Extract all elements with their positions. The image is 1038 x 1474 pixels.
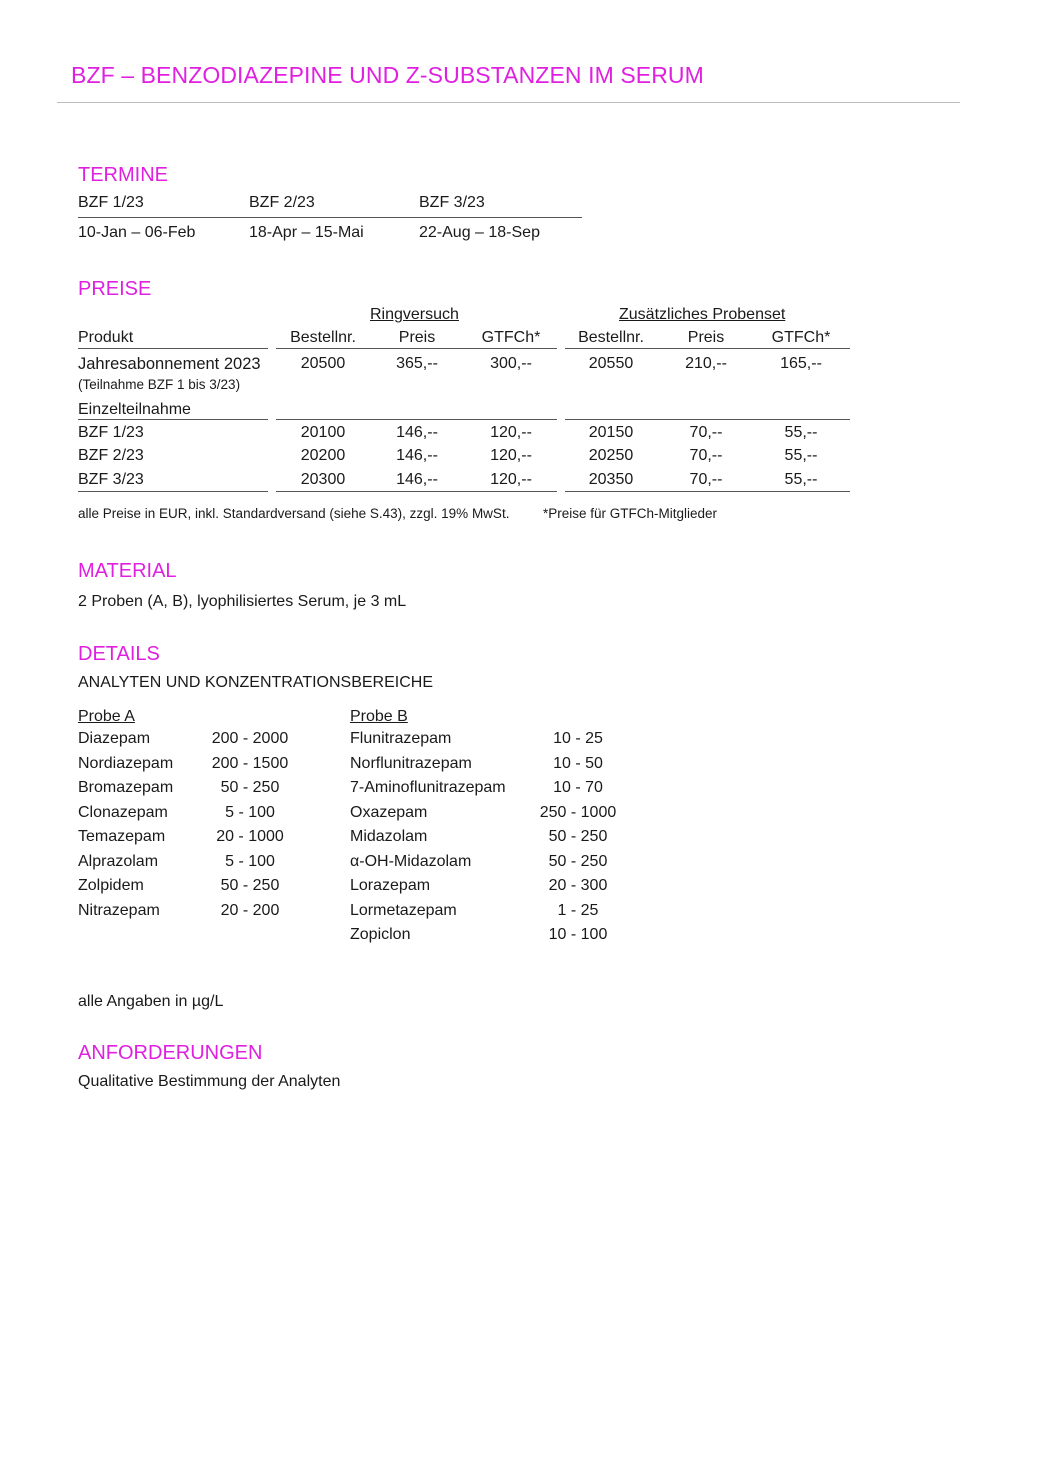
header-rule-ring bbox=[276, 348, 557, 349]
termine-date-2: 18-Apr – 15-Mai bbox=[249, 224, 364, 241]
analyte-range: 10 - 25 bbox=[553, 730, 603, 747]
analyte-name: Norflunitrazepam bbox=[350, 755, 472, 772]
details-subheading: ANALYTEN UND KONZENTRATIONSBEREICHE bbox=[78, 674, 434, 691]
page-title: BZF – BENZODIAZEPINE UND Z-SUBSTANZEN IM SERUM bbox=[71, 62, 704, 88]
row-gtfch-set: 55,-- bbox=[784, 447, 818, 464]
row-bestellnr-set: 20150 bbox=[588, 424, 634, 441]
gtfch-footnote: *Preise für GTFCh-Mitglieder bbox=[543, 506, 718, 521]
header-produkt: Produkt bbox=[78, 329, 134, 346]
row-bestellnr-set: 20250 bbox=[588, 447, 634, 464]
analyte-range: 10 - 50 bbox=[553, 755, 603, 772]
analyte-range: 10 - 100 bbox=[548, 926, 608, 943]
analyte-range: 50 - 250 bbox=[548, 828, 608, 845]
row-bestellnr-ring: 20100 bbox=[300, 424, 346, 441]
termine-date-3: 22-Aug – 18-Sep bbox=[419, 224, 540, 241]
analyte-range: 1 - 25 bbox=[557, 902, 599, 919]
abo-preis-set: 210,-- bbox=[685, 355, 727, 372]
analyte-name: Zolpidem bbox=[78, 877, 144, 894]
analyte-name: Nitrazepam bbox=[78, 902, 160, 919]
analyte-name: Oxazepam bbox=[350, 804, 428, 821]
row-gtfch-set: 55,-- bbox=[784, 471, 818, 488]
einzel-label: Einzelteilnahme bbox=[78, 401, 191, 418]
row-name: BZF 1/23 bbox=[78, 424, 144, 441]
analyte-name: Clonazepam bbox=[78, 804, 168, 821]
header-rule-set bbox=[565, 348, 850, 349]
abo-gtfch-set: 165,-- bbox=[780, 355, 822, 372]
abo-note: (Teilnahme BZF 1 bis 3/23) bbox=[78, 377, 241, 392]
row-bestellnr-set: 20350 bbox=[588, 471, 634, 488]
table-bottom-rule-set bbox=[565, 491, 850, 492]
termine-divider bbox=[78, 217, 582, 218]
analyte-range: 5 - 100 bbox=[225, 853, 275, 870]
row-preis-ring: 146,-- bbox=[396, 447, 438, 464]
row-preis-ring: 146,-- bbox=[396, 424, 438, 441]
termine-label-2: BZF 2/23 bbox=[249, 194, 315, 211]
row-gtfch-set: 55,-- bbox=[784, 424, 818, 441]
row-gtfch-ring: 120,-- bbox=[490, 447, 532, 464]
row-bestellnr-ring: 20200 bbox=[300, 447, 346, 464]
row-gtfch-ring: 120,-- bbox=[490, 471, 532, 488]
header-rule-produkt bbox=[78, 348, 268, 349]
material-text: 2 Proben (A, B), lyophilisiertes Serum, je 3 mL bbox=[78, 593, 407, 610]
analyte-range: 20 - 300 bbox=[548, 877, 608, 894]
table-bottom-rule-produkt bbox=[78, 491, 268, 492]
row-name: BZF 2/23 bbox=[78, 447, 144, 464]
group-ringversuch: Ringversuch bbox=[370, 306, 459, 323]
analyte-name: Midazolam bbox=[350, 828, 428, 845]
analyte-range: 200 - 1500 bbox=[211, 755, 289, 772]
anforderungen-text: Qualitative Bestimmung der Analyten bbox=[78, 1073, 341, 1090]
preise-heading: PREISE bbox=[78, 278, 152, 300]
row-preis-set: 70,-- bbox=[689, 424, 723, 441]
preise-footnote: alle Preise in EUR, inkl. Standardversand (siehe S.43), zzgl. 19% MwSt. bbox=[78, 506, 510, 521]
units-note: alle Angaben in µg/L bbox=[78, 993, 224, 1010]
abo-preis-ring: 365,-- bbox=[396, 355, 438, 372]
row-name: BZF 3/23 bbox=[78, 471, 144, 488]
analyte-name: Zopiclon bbox=[350, 926, 411, 943]
termine-label-3: BZF 3/23 bbox=[419, 194, 485, 211]
anforderungen-heading: ANFORDERUNGEN bbox=[78, 1042, 263, 1064]
header-gtfch-set: GTFCh* bbox=[771, 329, 831, 346]
analyte-range: 20 - 200 bbox=[220, 902, 280, 919]
group-probenset: Zusätzliches Probenset bbox=[619, 306, 786, 323]
abo-bestellnr-set: 20550 bbox=[588, 355, 634, 372]
header-bestellnr-set: Bestellnr. bbox=[578, 329, 644, 346]
abo-bestellnr-ring: 20500 bbox=[300, 355, 346, 372]
header-preis-ring: Preis bbox=[398, 329, 436, 346]
analyte-name: Nordiazepam bbox=[78, 755, 174, 772]
probe-b-label: Probe B bbox=[350, 708, 408, 725]
row-preis-set: 70,-- bbox=[689, 471, 723, 488]
analyte-name: 7-Aminoflunitrazepam bbox=[350, 779, 506, 796]
analyte-range: 200 - 2000 bbox=[211, 730, 289, 747]
probe-a-label: Probe A bbox=[78, 708, 135, 725]
analyte-range: 20 - 1000 bbox=[216, 828, 284, 845]
row-preis-set: 70,-- bbox=[689, 447, 723, 464]
termine-date-1: 10-Jan – 06-Feb bbox=[78, 224, 196, 241]
material-heading: MATERIAL bbox=[78, 560, 177, 582]
header-preis-set: Preis bbox=[687, 329, 725, 346]
analyte-name: Lormetazepam bbox=[350, 902, 457, 919]
termine-label-1: BZF 1/23 bbox=[78, 194, 144, 211]
termine-heading: TERMINE bbox=[78, 164, 168, 186]
analyte-range: 250 - 1000 bbox=[539, 804, 617, 821]
analyte-name: Flunitrazepam bbox=[350, 730, 452, 747]
einzel-rule-ring bbox=[276, 419, 557, 420]
analyte-range: 5 - 100 bbox=[225, 804, 275, 821]
einzel-rule-produkt bbox=[78, 419, 268, 420]
row-preis-ring: 146,-- bbox=[396, 471, 438, 488]
header-gtfch-ring: GTFCh* bbox=[481, 329, 541, 346]
analyte-name: Lorazepam bbox=[350, 877, 431, 894]
row-gtfch-ring: 120,-- bbox=[490, 424, 532, 441]
analyte-name: Bromazepam bbox=[78, 779, 174, 796]
abo-gtfch-ring: 300,-- bbox=[490, 355, 532, 372]
einzel-rule-set bbox=[565, 419, 850, 420]
analyte-range: 50 - 250 bbox=[548, 853, 608, 870]
analyte-range: 50 - 250 bbox=[220, 779, 280, 796]
analyte-name: Diazepam bbox=[78, 730, 151, 747]
title-divider bbox=[57, 102, 960, 103]
table-bottom-rule-ring bbox=[276, 491, 557, 492]
analyte-name: α-OH-Midazolam bbox=[350, 853, 472, 870]
abo-name: Jahresabonnement 2023 bbox=[78, 355, 261, 373]
header-bestellnr-ring: Bestellnr. bbox=[290, 329, 356, 346]
analyte-range: 50 - 250 bbox=[220, 877, 280, 894]
details-heading: DETAILS bbox=[78, 643, 160, 665]
row-bestellnr-ring: 20300 bbox=[300, 471, 346, 488]
analyte-name: Temazepam bbox=[78, 828, 166, 845]
analyte-range: 10 - 70 bbox=[553, 779, 603, 796]
analyte-name: Alprazolam bbox=[78, 853, 159, 870]
